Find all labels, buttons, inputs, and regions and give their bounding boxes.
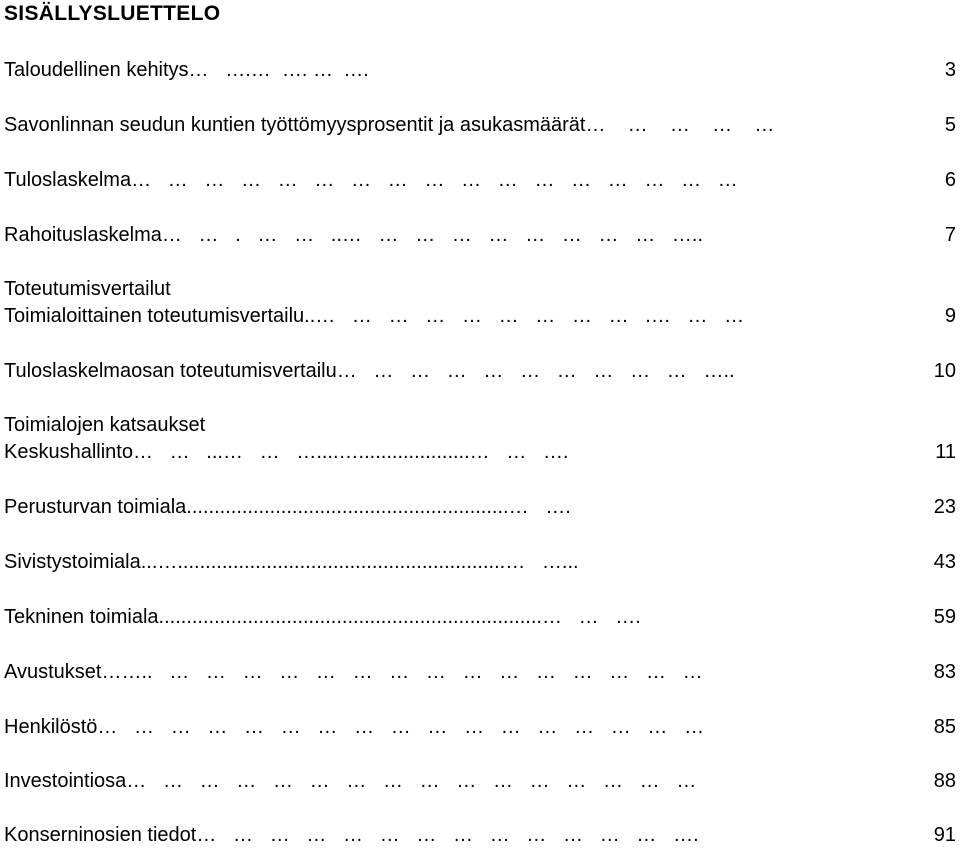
toc-entry-page: 85 [933, 716, 956, 738]
toc-entry-page: 23 [933, 496, 956, 518]
toc-entry [4, 358, 956, 384]
toc-entry-text: Investointiosa… … … … … … … … … … … … … … … … [4, 770, 697, 792]
toc-entry-page: 43 [933, 551, 956, 573]
toc-entry-text: Savonlinnan seudun kuntien työttömyysprosentit ja asukasmäärät… … … … … [4, 114, 775, 136]
toc-entry-text: Taloudellinen kehitys… ….… …. … .… [4, 59, 370, 81]
toc-entry-text: Perusturvan toimiala..........................................................… …. [4, 496, 571, 518]
toc-entry [4, 604, 956, 630]
toc-title: SISÄLLYSLUETTELO [4, 2, 221, 25]
toc-entry [4, 822, 956, 848]
toc-entry-text: Tekninen toimiala.....................................................................… … …. [4, 606, 641, 628]
toc-entry [4, 714, 956, 740]
toc-entry-page: 11 [935, 441, 956, 463]
toc-entry-page: 3 [944, 59, 956, 81]
toc-entry-text: Konserninosien tiedot… … … … … … … … … … … … … …. [4, 824, 699, 846]
toc-entry [4, 167, 956, 193]
toc-entry-page: 9 [944, 305, 956, 327]
toc-entry-page: 5 [944, 114, 956, 136]
toc-entry [4, 494, 956, 520]
toc-entry [4, 57, 956, 83]
toc-entry-text: Henkilöstö… … … … … … … … … … … … … … … … … [4, 716, 705, 738]
toc-entry-page: 10 [933, 360, 956, 382]
toc-entry-text: Avustukset…….. … … … … … … … … … … … … … … … [4, 661, 703, 683]
toc-entry [4, 303, 956, 329]
toc-entry-text: Tuloslaskelma… … … … … … … … … … … … … … … … … [4, 169, 738, 191]
toc-entry-text: Keskushallinto… … ...… … …....…....................… … …. [4, 441, 569, 463]
toc-entry [4, 549, 956, 575]
toc-entry-page: 6 [944, 169, 956, 191]
toc-entry-text: Tuloslaskelmaosan toteutumisvertailu… … … … … … … … … … ….. [4, 360, 735, 382]
toc-section-heading: Toteutumisvertailut [4, 278, 171, 300]
toc-entry-page: 7 [944, 224, 956, 246]
toc-entry-page: 83 [933, 661, 956, 683]
toc-entry [4, 659, 956, 685]
toc-entry [4, 222, 956, 248]
toc-entry [4, 112, 956, 138]
toc-entry-page: 91 [933, 824, 956, 846]
toc-section-heading: Toimialojen katsaukset [4, 414, 206, 436]
toc-entry [4, 439, 956, 465]
toc-entry-text: Toimialoittainen toteutumisvertailu..… … … … … … … … … .… … … [4, 305, 745, 327]
toc-entry-text: Sivistystoimiala...…...........................................................… …... [4, 551, 579, 573]
toc-entry [4, 768, 956, 794]
toc-entry-text: Rahoituslaskelma… … . … … ..… … … … … … … … … ….. [4, 224, 704, 246]
toc-entry-page: 59 [933, 606, 956, 628]
toc-entry-page: 88 [933, 770, 956, 792]
